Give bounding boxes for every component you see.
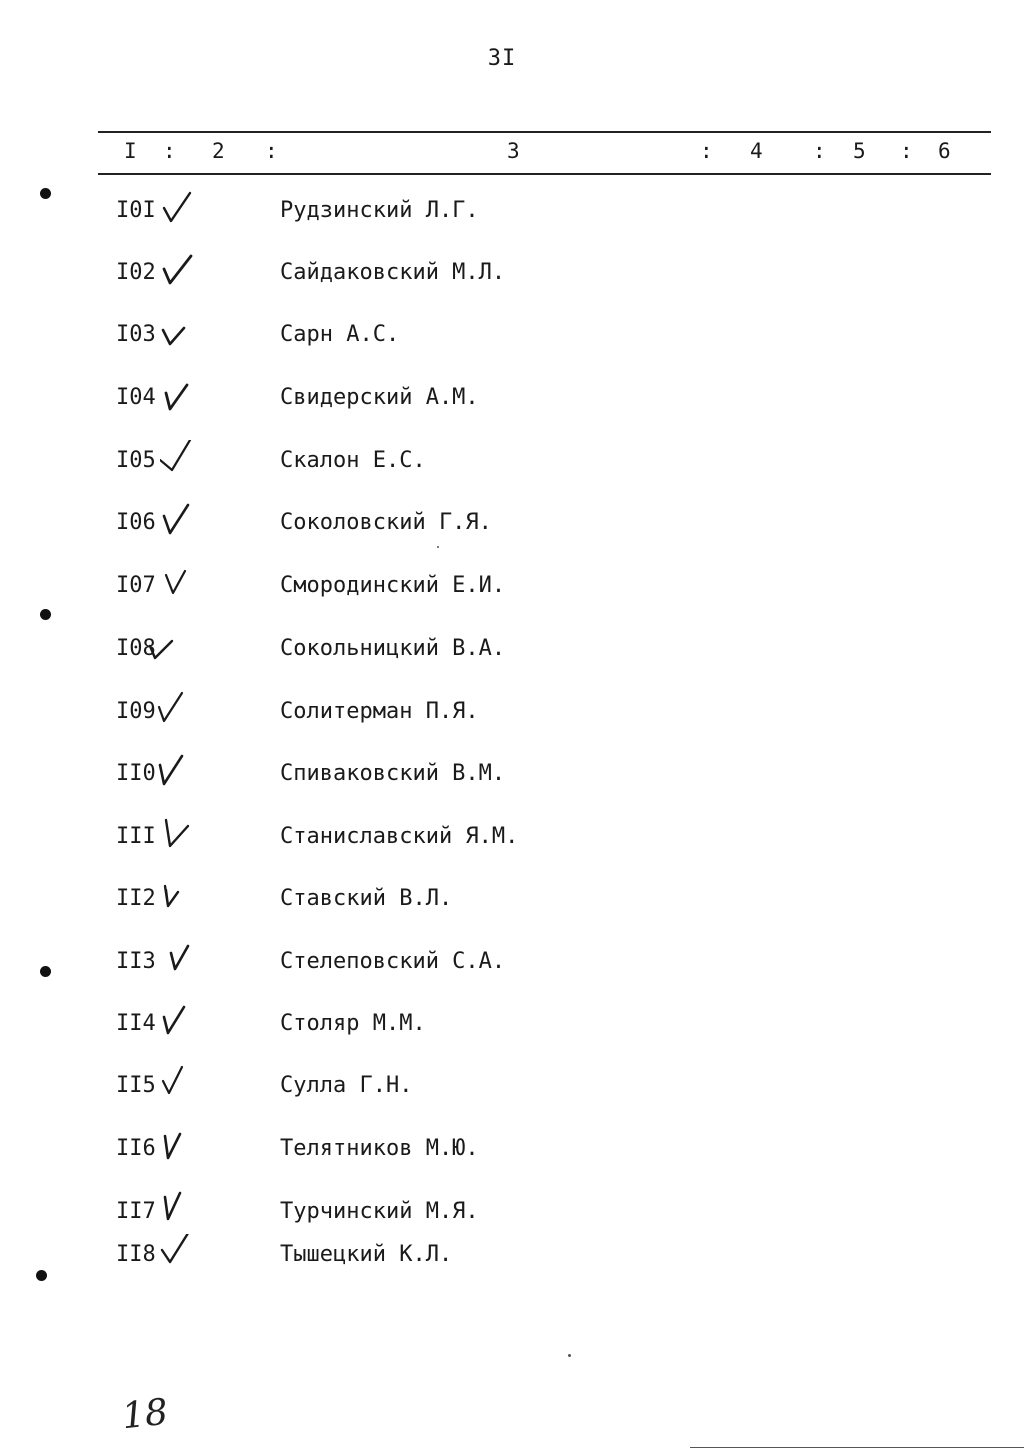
row-name: Солитерман П.Я. bbox=[280, 699, 479, 724]
paper-speck bbox=[437, 546, 439, 548]
checkmark-icon bbox=[160, 565, 194, 601]
row-number: III bbox=[116, 824, 156, 849]
checkmark-icon bbox=[160, 1128, 194, 1164]
row-name: Телятников М.Ю. bbox=[280, 1136, 479, 1161]
table-row bbox=[0, 947, 1024, 987]
row-number: II7 bbox=[116, 1199, 156, 1224]
row-name: Тышецкий К.Л. bbox=[280, 1242, 453, 1267]
table-row bbox=[0, 1134, 1024, 1174]
row-name: Скалон Е.С. bbox=[280, 448, 426, 473]
punch-hole bbox=[40, 188, 51, 199]
column-separator: : bbox=[900, 139, 913, 163]
table-row bbox=[0, 258, 1024, 298]
handwritten-page-note: 18 bbox=[119, 1391, 170, 1438]
paper-speck bbox=[568, 1354, 571, 1357]
row-number: II4 bbox=[116, 1011, 156, 1036]
column-separator: : bbox=[700, 139, 713, 163]
row-name: Свидерский А.М. bbox=[280, 385, 479, 410]
table-row bbox=[0, 759, 1024, 799]
table-row bbox=[0, 571, 1024, 611]
column-header-6: 6 bbox=[938, 139, 951, 163]
row-number: I06 bbox=[116, 510, 156, 535]
bottom-edge-line bbox=[690, 1447, 1024, 1448]
table-row bbox=[0, 1071, 1024, 1111]
checkmark-icon bbox=[160, 440, 194, 476]
checkmark-icon bbox=[160, 878, 194, 914]
checkmark-icon bbox=[160, 1191, 194, 1227]
table-row bbox=[0, 1197, 1024, 1237]
column-header-3: 3 bbox=[507, 139, 520, 163]
column-header-5: 5 bbox=[853, 139, 866, 163]
row-number: I02 bbox=[116, 260, 156, 285]
table-row bbox=[0, 697, 1024, 737]
table-row bbox=[0, 634, 1024, 674]
row-number: I08 bbox=[116, 636, 156, 661]
checkmark-icon bbox=[160, 1234, 194, 1270]
row-number: I09 bbox=[116, 699, 156, 724]
checkmark-icon bbox=[160, 1065, 194, 1101]
row-number: II3 bbox=[116, 949, 156, 974]
checkmark-icon bbox=[160, 377, 194, 413]
row-name: Столяр М.М. bbox=[280, 1011, 426, 1036]
checkmark-icon bbox=[160, 816, 194, 852]
table-row bbox=[0, 196, 1024, 236]
row-name: Сарн А.С. bbox=[280, 322, 400, 347]
row-name: Сокольницкий В.А. bbox=[280, 636, 506, 661]
table-row bbox=[0, 383, 1024, 423]
row-name: Смородинский Е.И. bbox=[280, 573, 506, 598]
table-row bbox=[0, 1009, 1024, 1049]
punch-hole bbox=[40, 966, 51, 977]
row-name: Спиваковский В.М. bbox=[280, 761, 506, 786]
row-number: I03 bbox=[116, 322, 156, 347]
table-row bbox=[0, 446, 1024, 486]
row-number: II6 bbox=[116, 1136, 156, 1161]
row-number: I0I bbox=[116, 198, 156, 223]
row-number: II8 bbox=[116, 1242, 156, 1267]
checkmark-icon bbox=[160, 190, 194, 226]
row-number: II0 bbox=[116, 761, 156, 786]
checkmark-icon bbox=[166, 941, 200, 977]
checkmark-icon bbox=[156, 691, 190, 727]
table-row bbox=[0, 822, 1024, 862]
table-top-rule bbox=[98, 131, 991, 133]
table-row bbox=[0, 1240, 1024, 1280]
checkmark-icon bbox=[160, 252, 194, 288]
punch-hole bbox=[36, 1270, 47, 1281]
row-number: II5 bbox=[116, 1073, 156, 1098]
column-separator: : bbox=[265, 139, 278, 163]
checkmark-icon bbox=[148, 628, 182, 664]
column-header-1: I bbox=[124, 139, 137, 163]
row-name: Сулла Г.Н. bbox=[280, 1073, 413, 1098]
row-name: Соколовский Г.Я. bbox=[280, 510, 492, 535]
table-row bbox=[0, 320, 1024, 360]
row-name: Станиславский Я.М. bbox=[280, 824, 519, 849]
checkmark-icon bbox=[160, 1003, 194, 1039]
row-name: Стелеповский С.А. bbox=[280, 949, 506, 974]
row-number: II2 bbox=[116, 886, 156, 911]
checkmark-icon bbox=[156, 753, 190, 789]
row-number: I07 bbox=[116, 573, 156, 598]
checkmark-icon bbox=[160, 314, 194, 350]
column-header-2: 2 bbox=[212, 139, 225, 163]
row-number: I04 bbox=[116, 385, 156, 410]
page-number: 3I bbox=[487, 46, 517, 71]
row-name: Сайдаковский М.Л. bbox=[280, 260, 506, 285]
column-header-4: 4 bbox=[750, 139, 763, 163]
row-name: Рудзинский Л.Г. bbox=[280, 198, 479, 223]
column-separator: : bbox=[163, 139, 176, 163]
punch-hole bbox=[40, 609, 51, 620]
checkmark-icon bbox=[160, 502, 194, 538]
row-number: I05 bbox=[116, 448, 156, 473]
table-row bbox=[0, 508, 1024, 548]
row-name: Турчинский М.Я. bbox=[280, 1199, 479, 1224]
table-row bbox=[0, 884, 1024, 924]
table-header-rule bbox=[98, 173, 991, 175]
row-name: Ставский В.Л. bbox=[280, 886, 453, 911]
column-separator: : bbox=[813, 139, 826, 163]
